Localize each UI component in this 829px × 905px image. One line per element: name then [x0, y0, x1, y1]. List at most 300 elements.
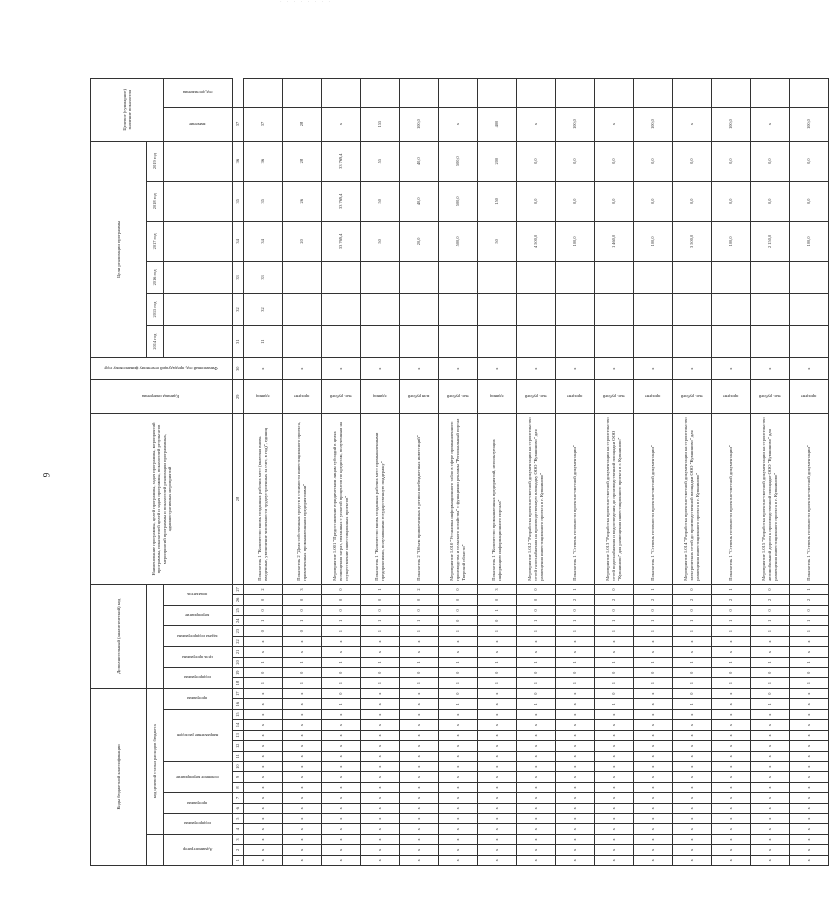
code-cell: 0 — [322, 584, 361, 594]
table-row — [790, 79, 829, 866]
year-value-cell: 0,0 — [595, 181, 634, 221]
code-cell: x — [283, 845, 322, 855]
code-cell: x — [361, 720, 400, 730]
code-cell: 0 — [478, 616, 517, 626]
code-cell: x — [244, 772, 283, 782]
code-cell: 0 — [595, 668, 634, 678]
target-value-cell: 400 — [478, 107, 517, 141]
code-cell: 1 — [790, 616, 829, 626]
code-cell: x — [556, 824, 595, 834]
code-cell: x — [673, 772, 712, 782]
column-number: 22 — [233, 636, 244, 646]
code-cell: x — [400, 720, 439, 730]
code-cell: 1 — [517, 678, 556, 688]
extra-codes-header: Дополнительный (аналитический) код — [91, 584, 147, 688]
code-cell: 0 — [439, 668, 478, 678]
code-cell: x — [361, 845, 400, 855]
code-cell: 1 — [751, 626, 790, 636]
year-value-label — [164, 261, 233, 293]
code-cell: x — [322, 709, 361, 719]
column-number: 1 — [233, 855, 244, 865]
year-value-cell: 100,0 — [790, 221, 829, 261]
code-cell: x — [634, 688, 673, 699]
code-cell: x — [634, 741, 673, 751]
year-value-cell: 500,0 — [439, 181, 478, 221]
code-cell: x — [478, 751, 517, 761]
year-value-cell — [517, 294, 556, 326]
year-value-cell: 0,0 — [790, 181, 829, 221]
code-cell: x — [478, 647, 517, 657]
code-cell: 0 — [556, 668, 595, 678]
code-cell: x — [634, 647, 673, 657]
code-cell: 1 — [634, 678, 673, 688]
table-row — [283, 79, 322, 866]
code-cell: x — [712, 803, 751, 813]
code-cell: 0 — [751, 584, 790, 594]
extra-sub — [147, 584, 164, 688]
column-number: 32 — [233, 294, 244, 326]
fin-year-cell: x — [751, 358, 790, 380]
code-cell: 1 — [751, 657, 790, 667]
code-cell: x — [439, 793, 478, 803]
year-value-cell — [283, 326, 322, 358]
year-value-cell: 0,0 — [751, 141, 790, 181]
column-number: 5 — [233, 813, 244, 823]
year-value-cell — [712, 294, 751, 326]
code-cell: x — [361, 782, 400, 792]
code-cell: 0 — [361, 595, 400, 605]
code-cell: x — [634, 761, 673, 771]
code-label-4: направление расходов — [164, 709, 233, 761]
code-cell: x — [283, 782, 322, 792]
year-value-cell: 33 — [244, 261, 283, 293]
code-cell: 0 — [595, 605, 634, 615]
unit-cell: тыс. рублей — [673, 380, 712, 414]
target-year-cell — [400, 79, 439, 108]
column-number: 28 — [233, 414, 244, 584]
unit-cell: единиц — [478, 380, 517, 414]
code-cell: x — [595, 845, 634, 855]
code-cell: x — [244, 824, 283, 834]
code-cell: 0 — [361, 668, 400, 678]
table-row — [595, 79, 634, 866]
code-cell: x — [634, 699, 673, 709]
column-number: 17 — [233, 688, 244, 699]
code-cell: x — [517, 813, 556, 823]
code-cell: 0 — [283, 668, 322, 678]
code-cell: x — [322, 720, 361, 730]
year-value-cell: 11 — [244, 326, 283, 358]
code-cell: x — [361, 688, 400, 699]
code-cell: x — [595, 709, 634, 719]
code-cell: x — [751, 741, 790, 751]
code-cell: x — [244, 803, 283, 813]
year-value-cell: 33 769,4 — [322, 181, 361, 221]
year-value-cell: 36 — [244, 141, 283, 181]
target-value-cell: 37 — [244, 107, 283, 141]
code-cell: x — [712, 782, 751, 792]
code-cell: x — [790, 824, 829, 834]
year-value-cell: 26 — [283, 181, 322, 221]
code-cell: x — [673, 793, 712, 803]
code-cell: x — [556, 730, 595, 740]
year-value-cell — [283, 294, 322, 326]
code-cell: 1 — [790, 626, 829, 636]
code-cell: x — [478, 845, 517, 855]
code-cell: x — [712, 751, 751, 761]
code-cell: 1 — [244, 657, 283, 667]
code-cell: x — [439, 813, 478, 823]
year-value-cell — [361, 261, 400, 293]
code-cell: 1 — [478, 678, 517, 688]
target-sub-year_label: год достижения — [164, 79, 233, 108]
code-cell: x — [595, 647, 634, 657]
year-value-cell: 40,0 — [400, 141, 439, 181]
code-cell: x — [517, 803, 556, 813]
code-cell: x — [751, 709, 790, 719]
code-cell: x — [478, 636, 517, 646]
year-value-cell: 500,0 — [439, 141, 478, 181]
year-value-cell: 55 — [361, 141, 400, 181]
code-cell: x — [712, 709, 751, 719]
code-cell: 0 — [790, 605, 829, 615]
year-value-cell: 0,0 — [673, 141, 712, 181]
year-value-cell: 0,0 — [517, 181, 556, 221]
target-value-cell: 155 — [361, 107, 400, 141]
code-cell: x — [283, 647, 322, 657]
target-year-cell — [556, 79, 595, 108]
item-name-cell: Мероприятие 1.013 "Разработка проектно-сметной документации на строительство сетей водоснабжения и водоотведения до производственной площадки ООО "Кувшиново" для размещения инвестиционного проекта в г. Кувшиново" — [595, 414, 634, 584]
code-cell: 0 — [400, 595, 439, 605]
code-cell: 1 — [283, 657, 322, 667]
code-cell: x — [439, 772, 478, 782]
target-year-cell — [244, 79, 283, 108]
code-cell: 1 — [400, 616, 439, 626]
code-cell: x — [244, 793, 283, 803]
code-cell: x — [517, 793, 556, 803]
code-cell: x — [478, 741, 517, 751]
code-cell: x — [400, 855, 439, 865]
code-cell: 0 — [517, 584, 556, 594]
year-value-cell — [712, 261, 751, 293]
code-cell: 1 — [790, 584, 829, 594]
code-cell: x — [673, 855, 712, 865]
code-cell: 2 — [595, 595, 634, 605]
year-value-label — [164, 294, 233, 326]
column-number: 16 — [233, 699, 244, 709]
item-name-cell: Показатель 1 "Степень готовности проектно-сметной документации" — [634, 414, 673, 584]
code-cell: x — [478, 709, 517, 719]
code-cell: x — [712, 636, 751, 646]
code-cell: 0 — [439, 605, 478, 615]
code-cell: x — [244, 761, 283, 771]
code-cell: x — [283, 720, 322, 730]
table-header — [91, 79, 244, 866]
code-cell: x — [556, 803, 595, 813]
code-cell: x — [283, 772, 322, 782]
table-row — [556, 79, 595, 866]
code-cell: x — [517, 741, 556, 751]
code-cell: x — [439, 845, 478, 855]
code-cell: x — [322, 855, 361, 865]
code-label-2: программа — [164, 793, 233, 814]
code-cell: x — [712, 824, 751, 834]
target-value-cell: x — [322, 107, 361, 141]
code-cell: x — [244, 636, 283, 646]
code-cell: x — [322, 834, 361, 844]
year-value-cell: 50 — [478, 221, 517, 261]
code-cell: x — [244, 730, 283, 740]
scan-artifact: · · · · · · · · — [280, 0, 333, 5]
code-cell: x — [439, 803, 478, 813]
code-cell: 1 — [361, 657, 400, 667]
code-cell: x — [790, 636, 829, 646]
code-cell: 1 — [322, 699, 361, 709]
code-cell: x — [478, 793, 517, 803]
code-cell: 1 — [283, 616, 322, 626]
column-number: 4 — [233, 824, 244, 834]
code-cell: 1 — [595, 616, 634, 626]
code-cell: x — [478, 855, 517, 865]
code-cell: x — [517, 855, 556, 865]
code-cell: x — [634, 709, 673, 719]
code-cell: x — [361, 855, 400, 865]
code-cell: 1 — [517, 626, 556, 636]
code-cell: x — [322, 782, 361, 792]
target-year-cell — [595, 79, 634, 108]
code-cell: x — [712, 741, 751, 751]
year-value-cell — [439, 261, 478, 293]
code-cell: 1 — [556, 626, 595, 636]
code-label-0: Администратор — [164, 834, 233, 865]
code-cell: x — [673, 761, 712, 771]
target-value-cell: x — [673, 107, 712, 141]
code-cell: 1 — [673, 657, 712, 667]
code-cell: 1 — [556, 657, 595, 667]
code-cell: x — [517, 834, 556, 844]
code-cell: x — [244, 699, 283, 709]
code-cell: 1 — [673, 699, 712, 709]
code-cell: 0 — [439, 584, 478, 594]
code-cell: x — [400, 824, 439, 834]
code-cell: x — [634, 845, 673, 855]
code-cell: x — [322, 813, 361, 823]
year-value-cell — [478, 261, 517, 293]
code-cell: x — [517, 720, 556, 730]
code-cell: 0 — [361, 605, 400, 615]
code-cell: x — [400, 834, 439, 844]
year-value-cell — [634, 326, 673, 358]
code-cell: x — [517, 824, 556, 834]
item-name-cell: Показатель 1 "Количество вновь созданных рабочих мест (включая вновь введенные, увеличение численности трудоустроенных за счет, в год)", единиц — [244, 414, 283, 584]
code-cell: 0 — [517, 595, 556, 605]
code-cell: x — [283, 730, 322, 740]
year-value-cell — [595, 294, 634, 326]
code-cell: 0 — [322, 605, 361, 615]
unit-cell: единиц — [244, 380, 283, 414]
code-cell: x — [751, 834, 790, 844]
code-cell: x — [556, 751, 595, 761]
year-value-cell — [439, 326, 478, 358]
code-cell: x — [400, 782, 439, 792]
code-label-6: подпрограмма — [164, 668, 233, 689]
fin-year-cell: x — [595, 358, 634, 380]
column-number: 8 — [233, 782, 244, 792]
code-cell: x — [517, 636, 556, 646]
code-cell: x — [478, 824, 517, 834]
code-cell: x — [790, 730, 829, 740]
item-name-cell: Показатель 1 "Степень готовности проектно-сметной документации" — [790, 414, 829, 584]
item-name-cell: Показатель 2 "Доля собственных средств в стоимости инвестиционного проекта, привлеченных промышленными предприятиями" — [283, 414, 322, 584]
year-value-cell: 100,0 — [556, 221, 595, 261]
code-cell: x — [673, 813, 712, 823]
column-number: 3 — [233, 834, 244, 844]
column-number: 29 — [233, 380, 244, 414]
code-cell: 1 — [634, 584, 673, 594]
target-value-cell: x — [751, 107, 790, 141]
code-cell: x — [751, 845, 790, 855]
code-cell: 0 — [283, 626, 322, 636]
year-value-cell — [751, 261, 790, 293]
code-cell: x — [400, 751, 439, 761]
code-cell: 1 — [244, 678, 283, 688]
table-row — [517, 79, 556, 866]
name-column-header: Наименование программы, целей программы, задач программы, мероприятий программы, показателей целей и задач программы, показателей результатов мероприятий программы и показателей реализации программных, административных мероприятий — [91, 414, 233, 584]
budget-codes-header: Коды бюджетной классификации — [91, 688, 147, 865]
code-cell: x — [400, 813, 439, 823]
code-cell: x — [556, 761, 595, 771]
program-table — [90, 78, 829, 866]
year-value-cell: 34 — [244, 221, 283, 261]
code-cell: 1 — [595, 678, 634, 688]
target-year-cell — [634, 79, 673, 108]
code-cell: x — [595, 730, 634, 740]
code-cell: x — [751, 855, 790, 865]
unit-cell: процент — [634, 380, 673, 414]
code-cell: x — [595, 761, 634, 771]
column-number: 2 — [233, 845, 244, 855]
code-cell: 1 — [361, 616, 400, 626]
code-cell: x — [361, 751, 400, 761]
code-cell: 0 — [712, 668, 751, 678]
target-year-cell — [712, 79, 751, 108]
target-year-cell — [751, 79, 790, 108]
code-cell: x — [712, 772, 751, 782]
column-number: 7 — [233, 793, 244, 803]
year-value-cell: 0,0 — [712, 181, 751, 221]
code-cell: x — [322, 803, 361, 813]
code-cell: 0 — [712, 605, 751, 615]
code-cell: x — [322, 647, 361, 657]
code-cell: x — [673, 834, 712, 844]
code-cell: x — [283, 803, 322, 813]
code-cell: x — [400, 647, 439, 657]
code-cell: 0 — [439, 688, 478, 699]
code-cell: 1 — [712, 616, 751, 626]
target-sub-year_value: значение — [164, 107, 233, 141]
code-cell: x — [283, 813, 322, 823]
code-cell: x — [283, 688, 322, 699]
year-value-cell — [400, 261, 439, 293]
code-cell: x — [244, 813, 283, 823]
code-cell: x — [478, 761, 517, 771]
code-cell: x — [322, 730, 361, 740]
code-cell: 0 — [751, 688, 790, 699]
year-value-cell: 150 — [478, 181, 517, 221]
code-cell: x — [322, 751, 361, 761]
code-cell: 0 — [400, 668, 439, 678]
code-cell: x — [595, 636, 634, 646]
column-number: 31 — [233, 326, 244, 358]
code-cell: x — [361, 709, 400, 719]
year-2014: 2014 год — [147, 326, 164, 358]
code-cell: x — [712, 688, 751, 699]
column-number: 21 — [233, 647, 244, 657]
code-cell: x — [361, 803, 400, 813]
target-value-cell: 100,0 — [790, 107, 829, 141]
code-cell: x — [673, 730, 712, 740]
year-value-cell — [751, 326, 790, 358]
year-value-cell — [556, 326, 595, 358]
code-cell: x — [790, 803, 829, 813]
code-cell: x — [244, 782, 283, 792]
code-cell: x — [361, 699, 400, 709]
year-value-cell — [478, 326, 517, 358]
code-cell: 1 — [712, 584, 751, 594]
table-row — [634, 79, 673, 866]
year-value-cell: 4 500,0 — [517, 221, 556, 261]
code-cell: x — [751, 647, 790, 657]
year-value-cell: 0,0 — [790, 141, 829, 181]
code-cell: x — [517, 751, 556, 761]
year-2016: 2016 год — [147, 261, 164, 293]
year-value-cell: 20 — [283, 221, 322, 261]
code-cell: 0 — [595, 584, 634, 594]
code-cell: x — [790, 751, 829, 761]
code-label-5: программа — [164, 688, 233, 709]
year-value-cell: 500,0 — [439, 221, 478, 261]
fin-year-cell: x — [322, 358, 361, 380]
code-cell: x — [361, 647, 400, 657]
unit-cell: тыс. рублей — [595, 380, 634, 414]
code-cell: x — [673, 709, 712, 719]
column-number: 19 — [233, 668, 244, 678]
code-cell: 0 — [673, 688, 712, 699]
code-cell: x — [673, 824, 712, 834]
page-number: 9 — [41, 472, 52, 478]
target-value-cell: 100,0 — [634, 107, 673, 141]
code-cell: x — [595, 751, 634, 761]
year-value-cell: 200 — [478, 141, 517, 181]
code-cell: x — [751, 772, 790, 782]
year-value-cell — [322, 326, 361, 358]
code-cell: x — [790, 782, 829, 792]
code-cell: x — [556, 688, 595, 699]
code-cell: 0 — [322, 688, 361, 699]
year-value-cell: 0,0 — [751, 181, 790, 221]
code-cell: x — [712, 720, 751, 730]
year-value-cell: 100,0 — [634, 221, 673, 261]
year-value-cell: 50 — [361, 181, 400, 221]
code-cell: 0 — [322, 595, 361, 605]
code-cell: 1 — [361, 626, 400, 636]
code-cell: 0 — [517, 605, 556, 615]
year-value-cell — [517, 261, 556, 293]
column-number: 33 — [233, 261, 244, 293]
fin-year-cell: x — [478, 358, 517, 380]
code-cell: x — [244, 647, 283, 657]
table-row — [751, 79, 790, 866]
